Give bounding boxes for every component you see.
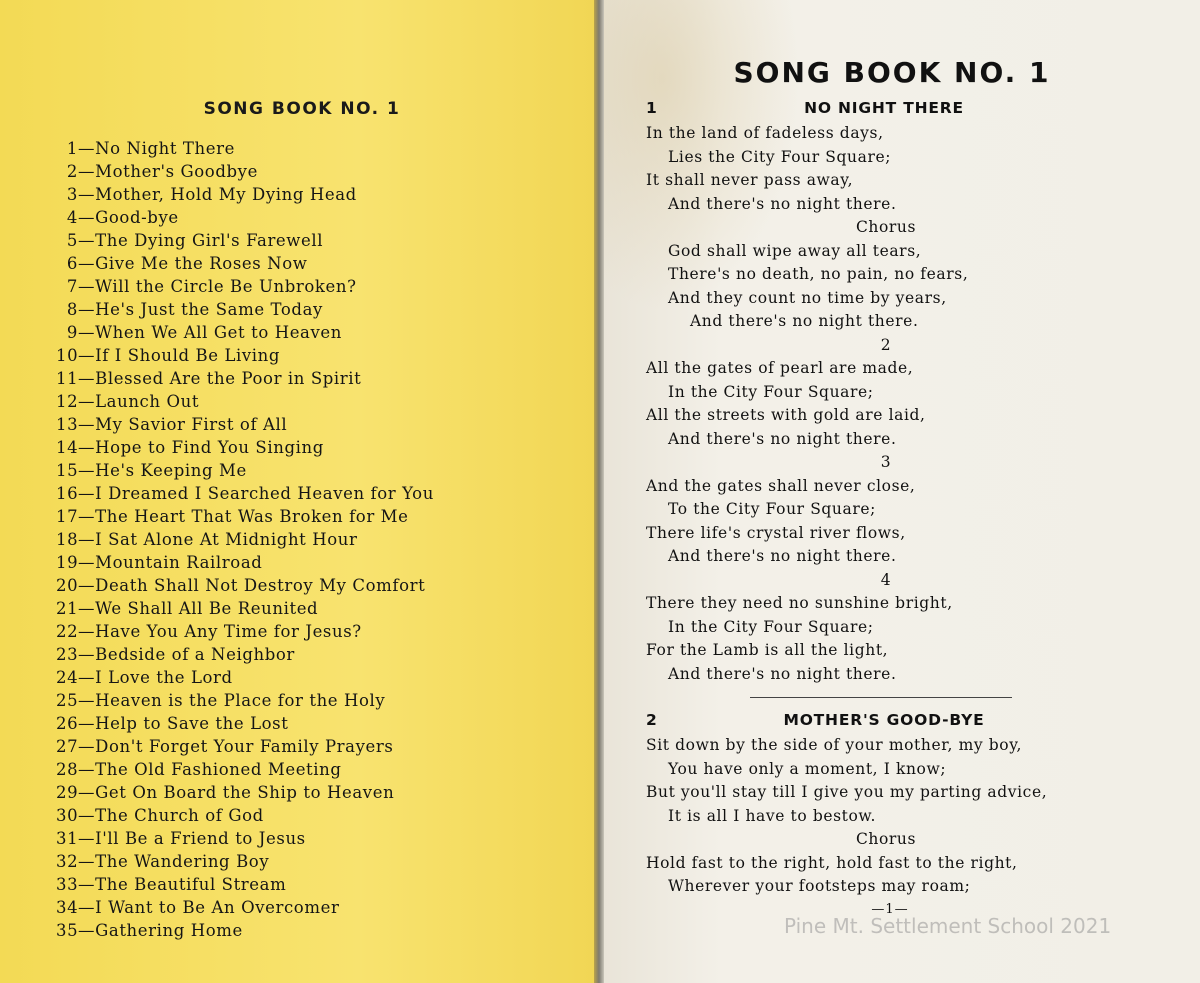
lyric-line: Sit down by the side of your mother, my boy,: [646, 736, 1023, 754]
lyric-line: All the gates of pearl are made,: [646, 359, 914, 377]
lyric-line: For the Lamb is all the light,: [646, 641, 889, 659]
toc-entry-title: I Sat Alone At Midnight Hour: [95, 530, 358, 549]
lyric-line: And there's no night there.: [668, 194, 897, 213]
toc-entry-number: 5: [66, 231, 78, 250]
toc-entry-dash: —: [78, 921, 96, 940]
song-title: MOTHER'S GOOD-BYE: [783, 711, 985, 729]
toc-entry: [56, 804, 434, 827]
toc-entry: [56, 436, 434, 459]
toc-entry-title: I'll Be a Friend to Jesus: [95, 829, 306, 848]
toc-entry: [56, 758, 434, 781]
song-1-lyrics: [646, 122, 1126, 686]
lyric-line: There's no death, no pain, no fears,: [668, 265, 969, 283]
toc-entry: [56, 919, 434, 942]
lyric-line: You have only a moment, I know;: [668, 759, 947, 778]
lyric-line: And there's no night there.: [668, 664, 897, 683]
lyric-line: God shall wipe away all tears,: [668, 241, 922, 260]
toc-entry-title: He's Keeping Me: [95, 461, 247, 480]
toc-entry-title: I Dreamed I Searched Heaven for You: [95, 484, 434, 503]
toc-entry-dash: —: [78, 875, 96, 894]
toc-entry-title: Gathering Home: [95, 921, 243, 940]
toc-entry: [56, 620, 434, 643]
book-gutter: [594, 0, 604, 983]
toc-entry-dash: —: [78, 760, 96, 779]
verse-marker: 4: [880, 570, 892, 589]
toc-entry-number: 10: [56, 346, 79, 365]
verse-marker: Chorus: [855, 218, 917, 236]
toc-entry-number: 13: [56, 415, 79, 434]
toc-entry-number: 31: [56, 829, 79, 848]
toc-entry-title: Have You Any Time for Jesus?: [95, 622, 362, 641]
toc-entry: [56, 873, 434, 896]
page-title: SONG BOOK NO. 1: [733, 56, 1051, 89]
toc-entry-number: 21: [56, 599, 79, 618]
toc-entry-dash: —: [78, 507, 96, 526]
toc-entry-number: 22: [56, 622, 79, 641]
toc-entry-dash: —: [78, 438, 96, 457]
toc-entry-title: The Dying Girl's Farewell: [95, 231, 324, 250]
toc-entry: [56, 827, 434, 850]
toc-entry-number: 17: [56, 507, 79, 526]
toc-entry-dash: —: [78, 783, 96, 802]
toc-entry-title: The Old Fashioned Meeting: [95, 760, 342, 779]
toc-entry-title: My Savior First of All: [95, 415, 288, 434]
toc-entry: [56, 689, 434, 712]
toc-entry-dash: —: [78, 208, 96, 227]
toc-entry: [56, 413, 434, 436]
toc-entry-title: Launch Out: [95, 392, 200, 411]
toc-entry-number: 6: [66, 254, 78, 273]
toc-entry-dash: —: [78, 668, 96, 687]
toc-entry-title: Mother, Hold My Dying Head: [95, 185, 357, 204]
toc-entry-number: 23: [56, 645, 79, 664]
toc-entry-title: We Shall All Be Reunited: [95, 599, 319, 618]
watermark: Pine Mt. Settlement School 2021: [784, 914, 1112, 938]
toc-entry-number: 25: [56, 691, 79, 710]
song-2-heading: [646, 708, 1122, 732]
toc-entry-dash: —: [78, 691, 96, 710]
toc-entry: [56, 344, 434, 367]
toc-entry-dash: —: [78, 714, 96, 733]
toc-entry-number: 20: [56, 576, 79, 595]
toc-entry-number: 29: [56, 783, 79, 802]
toc-entry-dash: —: [78, 162, 96, 181]
toc-entry: [56, 367, 434, 390]
toc-entry-title: He's Just the Same Today: [95, 300, 323, 319]
toc-entry-title: The Beautiful Stream: [95, 875, 287, 894]
toc-entry: [56, 459, 434, 482]
toc-entry-title: Help to Save the Lost: [95, 714, 289, 733]
toc-entry-title: Blessed Are the Poor in Spirit: [95, 369, 362, 388]
toc-entry-dash: —: [78, 300, 96, 319]
verse-marker: 3: [880, 453, 892, 471]
toc-entry: [56, 781, 434, 804]
toc-entry: [56, 597, 434, 620]
lyric-line: And they count no time by years,: [668, 288, 947, 307]
toc-entry-title: Good-bye: [95, 208, 179, 227]
toc-entry-dash: —: [78, 254, 96, 273]
song-divider: [750, 697, 1012, 698]
toc-entry: [56, 482, 434, 505]
toc-entry-title: Heaven is the Place for the Holy: [95, 691, 386, 710]
toc-entry: [56, 206, 434, 229]
lyric-line: Lies the City Four Square;: [668, 147, 892, 166]
toc-entry-number: 11: [56, 369, 79, 388]
lyric-line: In the land of fadeless days,: [646, 124, 884, 142]
toc-entry-dash: —: [78, 737, 96, 756]
verse-marker: 2: [880, 335, 892, 354]
lyric-line: To the City Four Square;: [668, 500, 876, 518]
toc-entry-number: 19: [56, 553, 79, 572]
toc-entry-dash: —: [78, 530, 96, 549]
toc-entry: [56, 321, 434, 344]
toc-entry-title: When We All Get to Heaven: [95, 323, 343, 342]
toc-entry-title: Get On Board the Ship to Heaven: [95, 783, 395, 802]
lyric-line: It shall never pass away,: [646, 171, 854, 189]
toc-entry-number: 7: [66, 277, 78, 296]
toc-entry-dash: —: [78, 323, 96, 342]
toc-entry-title: I Want to Be An Overcomer: [95, 898, 340, 917]
toc-entry-number: 2: [66, 162, 78, 181]
toc-entry-dash: —: [78, 553, 96, 572]
lyric-line: And the gates shall never close,: [646, 476, 916, 495]
lyric-line: And there's no night there.: [668, 547, 897, 565]
toc-entry-number: 32: [56, 852, 79, 871]
toc-entry-dash: —: [78, 645, 96, 664]
toc-entry-number: 35: [56, 921, 79, 940]
toc-entry-number: 8: [66, 300, 78, 319]
song-number: 2: [646, 711, 658, 729]
toc-entry-dash: —: [78, 277, 96, 296]
lyric-line: There life's crystal river flows,: [646, 523, 906, 542]
toc-entry-number: 4: [66, 208, 78, 227]
toc-entry: [56, 735, 434, 758]
lyric-line: In the City Four Square;: [668, 617, 874, 636]
toc-entry-title: I Love the Lord: [95, 668, 233, 687]
lyric-line: It is all I have to bestow.: [668, 806, 876, 825]
toc-entry-dash: —: [78, 829, 96, 848]
toc-entry-number: 28: [56, 760, 79, 779]
lyric-line: And there's no night there.: [690, 312, 919, 330]
toc-entry-dash: —: [78, 461, 96, 480]
toc-entry: [56, 643, 434, 666]
toc-entry-number: 33: [56, 875, 79, 894]
toc-entry-title: Mother's Goodbye: [95, 162, 258, 181]
toc-entry-title: Death Shall Not Destroy My Comfort: [95, 576, 426, 595]
song-number: 1: [646, 99, 658, 117]
toc-entry-title: Don't Forget Your Family Prayers: [95, 737, 394, 756]
toc-entry: [56, 160, 434, 183]
toc-entry: [56, 137, 434, 160]
toc-entry-dash: —: [78, 369, 96, 388]
toc-entry-dash: —: [78, 231, 96, 250]
toc-entry-number: 16: [56, 484, 79, 503]
toc-entry-title: Bedside of a Neighbor: [95, 645, 295, 664]
toc-entry-title: The Heart That Was Broken for Me: [95, 507, 409, 526]
toc-entry: [56, 298, 434, 321]
toc-entry-dash: —: [78, 576, 96, 595]
toc-entry: [56, 666, 434, 689]
lyric-line: All the streets with gold are laid,: [646, 406, 926, 424]
toc-entry: [56, 229, 434, 252]
toc-entry-dash: —: [78, 392, 96, 411]
toc-entry-title: Give Me the Roses Now: [95, 254, 308, 273]
lyric-line: There they need no sunshine bright,: [646, 594, 953, 612]
toc-entry-dash: —: [78, 139, 96, 158]
toc-entry: [56, 896, 434, 919]
toc-entry: [56, 850, 434, 873]
toc-entry-title: Hope to Find You Singing: [95, 438, 324, 457]
page-number: —1—: [871, 902, 909, 917]
song-1-heading: [646, 96, 1122, 120]
toc-entry: [56, 183, 434, 206]
toc-entry-title: No Night There: [95, 139, 235, 158]
toc-entry-title: The Wandering Boy: [95, 852, 270, 871]
lyric-line: Hold fast to the right, hold fast to the right,: [646, 853, 1018, 872]
lyric-line: And there's no night there.: [668, 429, 897, 448]
toc-entry-title: The Church of God: [95, 806, 264, 825]
song-title: NO NIGHT THERE: [804, 99, 964, 117]
toc-entry-title: Will the Circle Be Unbroken?: [95, 277, 357, 296]
toc-entry-dash: —: [78, 415, 96, 434]
song-2-lyrics: [646, 734, 1126, 899]
toc-entry: [56, 275, 434, 298]
toc-entry-title: Mountain Railroad: [95, 553, 263, 572]
toc-entry-number: 3: [66, 185, 78, 204]
toc-entry-number: 27: [56, 737, 79, 756]
toc-entry-number: 34: [56, 898, 79, 917]
contents-title: SONG BOOK NO. 1: [203, 99, 401, 119]
toc-entry-dash: —: [78, 185, 96, 204]
toc-entry-number: 14: [56, 438, 79, 457]
toc-entry-number: 9: [66, 323, 78, 342]
toc-entry: [56, 574, 434, 597]
toc-entry-title: If I Should Be Living: [95, 346, 281, 365]
verse-marker: Chorus: [855, 830, 917, 848]
lyric-line: Wherever your footsteps may roam;: [668, 877, 971, 895]
toc-entry-number: 15: [56, 461, 79, 480]
toc-entry: [56, 505, 434, 528]
table-of-contents: [56, 137, 434, 942]
toc-entry-dash: —: [78, 346, 96, 365]
toc-entry-number: 1: [66, 139, 78, 158]
toc-entry-dash: —: [78, 806, 96, 825]
toc-entry: [56, 551, 434, 574]
toc-entry-dash: —: [78, 484, 96, 503]
toc-entry: [56, 528, 434, 551]
toc-entry-number: 26: [56, 714, 79, 733]
toc-entry-dash: —: [78, 622, 96, 641]
toc-entry-dash: —: [78, 852, 96, 871]
toc-entry-number: 24: [56, 668, 79, 687]
lyric-line: But you'll stay till I give you my parting advice,: [646, 783, 1048, 801]
toc-entry-number: 18: [56, 530, 79, 549]
toc-entry-dash: —: [78, 898, 96, 917]
toc-entry: [56, 712, 434, 735]
toc-entry: [56, 390, 434, 413]
toc-entry-number: 12: [56, 392, 79, 411]
lyric-line: In the City Four Square;: [668, 382, 874, 401]
toc-entry-dash: —: [78, 599, 96, 618]
toc-entry: [56, 252, 434, 275]
toc-entry-number: 30: [56, 806, 79, 825]
